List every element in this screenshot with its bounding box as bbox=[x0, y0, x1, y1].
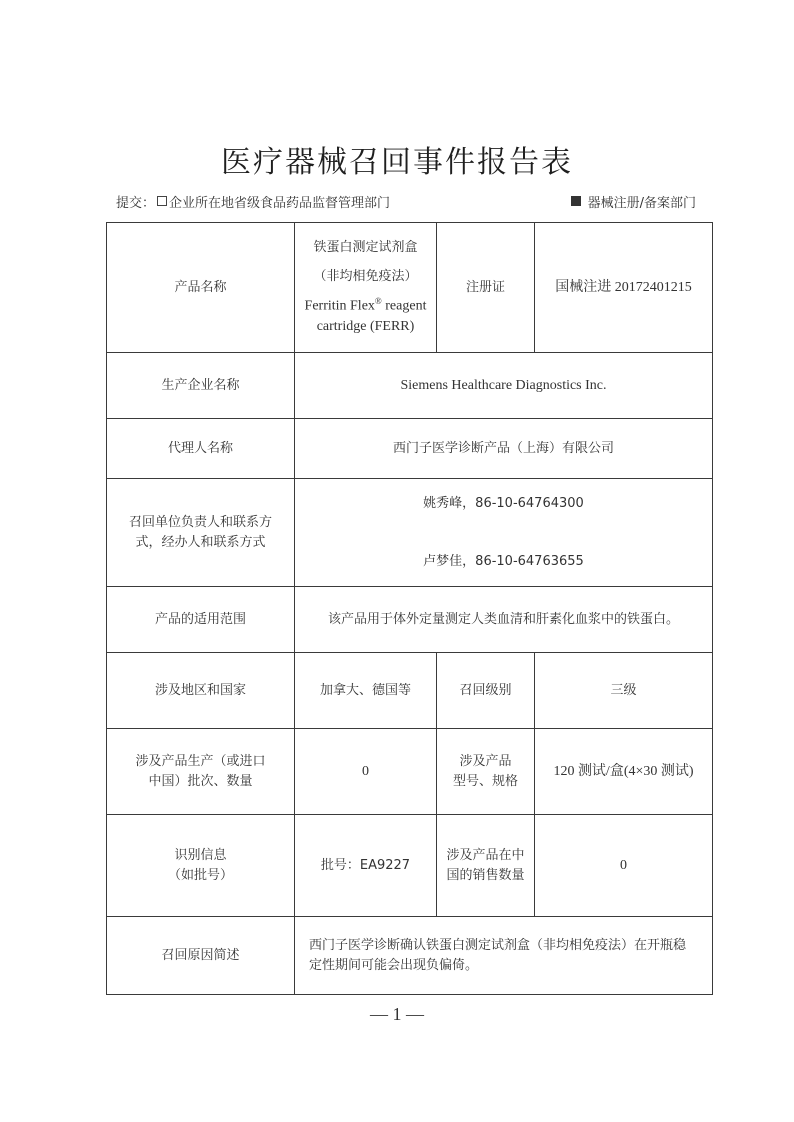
value-manufacturer: Siemens Healthcare Diagnostics Inc. bbox=[295, 353, 713, 419]
value-model-spec: 120 测试/盒(4×30 测试) bbox=[535, 729, 713, 815]
submit-option-provincial: 提交： 企业所在地省级食品药品监督管理部门 bbox=[116, 196, 391, 211]
value-identification: 批号：EA9227 bbox=[295, 815, 437, 917]
table-row bbox=[107, 917, 713, 995]
label-contacts: 召回单位负责人和联系方 式，经办人和联系方式 bbox=[107, 479, 295, 587]
checkbox-checked-icon bbox=[571, 196, 581, 206]
label-identification: 识别信息 （如批号） bbox=[107, 815, 295, 917]
table-row bbox=[107, 479, 713, 587]
label-manufacturer: 生产企业名称 bbox=[107, 353, 295, 419]
label-registration-cert: 注册证 bbox=[437, 223, 535, 353]
label-agent: 代理人名称 bbox=[107, 419, 295, 479]
table-row bbox=[107, 653, 713, 729]
value-regions: 加拿大、德国等 bbox=[295, 653, 437, 729]
page-title: 医疗器械召回事件报告表 bbox=[221, 145, 573, 180]
table-row bbox=[107, 729, 713, 815]
value-product-name: 铁蛋白测定试剂盒 （非均相免疫法） Ferritin Flex® reagent cartridge (FERR) bbox=[295, 223, 437, 353]
label-batches: 涉及产品生产（或进口 中国）批次、数量 bbox=[107, 729, 295, 815]
value-china-sales: 0 bbox=[535, 815, 713, 917]
submit-option-registration: 器械注册/备案部门 bbox=[569, 192, 696, 211]
value-agent: 西门子医学诊断产品（上海）有限公司 bbox=[295, 419, 713, 479]
page-number: — 1 — bbox=[370, 1004, 424, 1024]
table-row bbox=[107, 419, 713, 479]
report-table bbox=[106, 222, 713, 995]
value-registration-cert: 国械注进 20172401215 bbox=[535, 223, 713, 353]
label-china-sales: 涉及产品在中 国的销售数量 bbox=[437, 815, 535, 917]
label-recall-level: 召回级别 bbox=[437, 653, 535, 729]
value-contacts: 姚秀峰，86-10-64764300 卢梦佳，86-10-64763655 bbox=[295, 479, 713, 587]
checkbox-empty-icon bbox=[157, 196, 167, 206]
table-row bbox=[107, 223, 713, 353]
label-product-name: 产品名称 bbox=[107, 223, 295, 353]
value-batches: 0 bbox=[295, 729, 437, 815]
label-scope: 产品的适用范围 bbox=[107, 587, 295, 653]
label-model-spec: 涉及产品 型号、规格 bbox=[437, 729, 535, 815]
table-row bbox=[107, 587, 713, 653]
table-row bbox=[107, 815, 713, 917]
value-recall-reason: 西门子医学诊断确认铁蛋白测定试剂盒（非均相免疫法）在开瓶稳 定性期间可能会出现负偏倚。 bbox=[295, 917, 713, 995]
table-row bbox=[107, 353, 713, 419]
label-recall-reason: 召回原因简述 bbox=[107, 917, 295, 995]
value-scope: 该产品用于体外定量测定人类血清和肝素化血浆中的铁蛋白。 bbox=[295, 587, 713, 653]
value-recall-level: 三级 bbox=[535, 653, 713, 729]
label-regions: 涉及地区和国家 bbox=[107, 653, 295, 729]
